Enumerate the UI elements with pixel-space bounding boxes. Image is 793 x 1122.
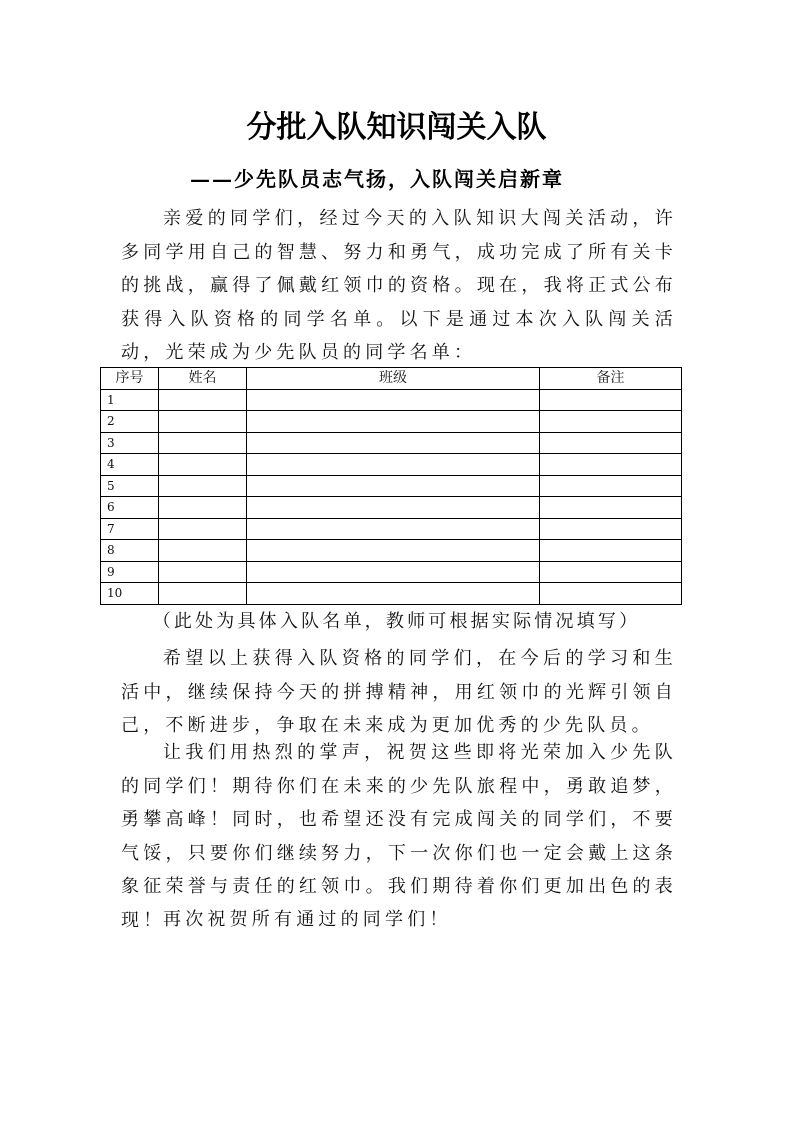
cell-name[interactable] xyxy=(159,540,247,562)
document-subtitle: ——少先队员志气扬，入队闯关启新章 xyxy=(190,167,564,191)
cell-remark[interactable] xyxy=(540,583,682,605)
cell-class[interactable] xyxy=(247,497,540,519)
cell-name[interactable] xyxy=(159,475,247,497)
cell-name[interactable] xyxy=(159,518,247,540)
table-row xyxy=(101,518,682,540)
header-name: 姓名 xyxy=(159,368,247,390)
cell-class[interactable] xyxy=(247,411,540,433)
cell-name[interactable] xyxy=(159,411,247,433)
closing-line: 再次祝贺所有通过的同学们！ xyxy=(163,909,452,930)
cell-class[interactable] xyxy=(247,454,540,476)
cell-remark[interactable] xyxy=(540,389,682,411)
header-index: 序号 xyxy=(101,368,159,390)
cell-remark[interactable] xyxy=(540,475,682,497)
hope-paragraph: 希望以上获得入队资格的同学们，在今后的学习和生活中，继续保持今天的拼搏精神，用红领巾的光辉引领自己，不断进步，争取在未来成为更加优秀的少先队员。 xyxy=(121,648,677,736)
document-title: 分批入队知识闯关入队 xyxy=(246,110,547,145)
cell-class[interactable] xyxy=(247,475,540,497)
table-row xyxy=(101,583,682,605)
cell-class[interactable] xyxy=(247,561,540,583)
cell-index: 5 xyxy=(101,475,159,497)
table-row xyxy=(101,454,682,476)
table-note: （此处为具体入队名单，教师可根据实际情况填写） xyxy=(152,611,641,632)
cell-name[interactable] xyxy=(159,497,247,519)
cell-class[interactable] xyxy=(247,389,540,411)
cell-remark[interactable] xyxy=(540,518,682,540)
cell-class[interactable] xyxy=(247,432,540,454)
cell-class[interactable] xyxy=(247,583,540,605)
header-remark: 备注 xyxy=(540,368,682,390)
table-row xyxy=(101,432,682,454)
cell-index: 2 xyxy=(101,411,159,433)
table-row xyxy=(101,561,682,583)
table-row xyxy=(101,475,682,497)
cell-remark[interactable] xyxy=(540,561,682,583)
cell-remark[interactable] xyxy=(540,432,682,454)
intro-paragraph: 亲爱的同学们，经过今天的入队知识大闯关活动，许多同学用自己的智慧、努力和勇气，成功完成了所有关卡的挑战，赢得了佩戴红领巾的资格。现在，我将正式公布获得入队资格的同学名单。以下是通过本次入队闯关活动，光荣成为少先队员的同学名单： xyxy=(121,208,677,363)
header-class: 班级 xyxy=(247,368,540,390)
cell-index: 3 xyxy=(101,432,159,454)
cell-name[interactable] xyxy=(159,561,247,583)
cell-index: 9 xyxy=(101,561,159,583)
roster-table xyxy=(100,367,682,605)
cell-index: 7 xyxy=(101,518,159,540)
applause-paragraph: 让我们用热烈的掌声，祝贺这些即将光荣加入少先队的同学们！期待你们在未来的少先队旅程中，勇敢追梦，勇攀高峰！同时，也希望还没有完成闯关的同学们，不要气馁，只要你们继续努力，下一次你们也一定会戴上这条象征荣誉与责任的红领巾。我们期待着你们更加出色的表现！ xyxy=(121,742,677,931)
cell-name[interactable] xyxy=(159,583,247,605)
table-row xyxy=(101,411,682,433)
cell-name[interactable] xyxy=(159,389,247,411)
cell-index: 4 xyxy=(101,454,159,476)
table-row xyxy=(101,389,682,411)
cell-index: 1 xyxy=(101,389,159,411)
cell-name[interactable] xyxy=(159,454,247,476)
cell-remark[interactable] xyxy=(540,454,682,476)
cell-class[interactable] xyxy=(247,540,540,562)
cell-index: 8 xyxy=(101,540,159,562)
cell-remark[interactable] xyxy=(540,540,682,562)
cell-name[interactable] xyxy=(159,432,247,454)
table-row xyxy=(101,497,682,519)
cell-remark[interactable] xyxy=(540,497,682,519)
table-row xyxy=(101,540,682,562)
cell-index: 6 xyxy=(101,497,159,519)
cell-remark[interactable] xyxy=(540,411,682,433)
table-header-row xyxy=(101,368,682,390)
cell-class[interactable] xyxy=(247,518,540,540)
cell-index: 10 xyxy=(101,583,159,605)
table-body xyxy=(101,389,682,604)
